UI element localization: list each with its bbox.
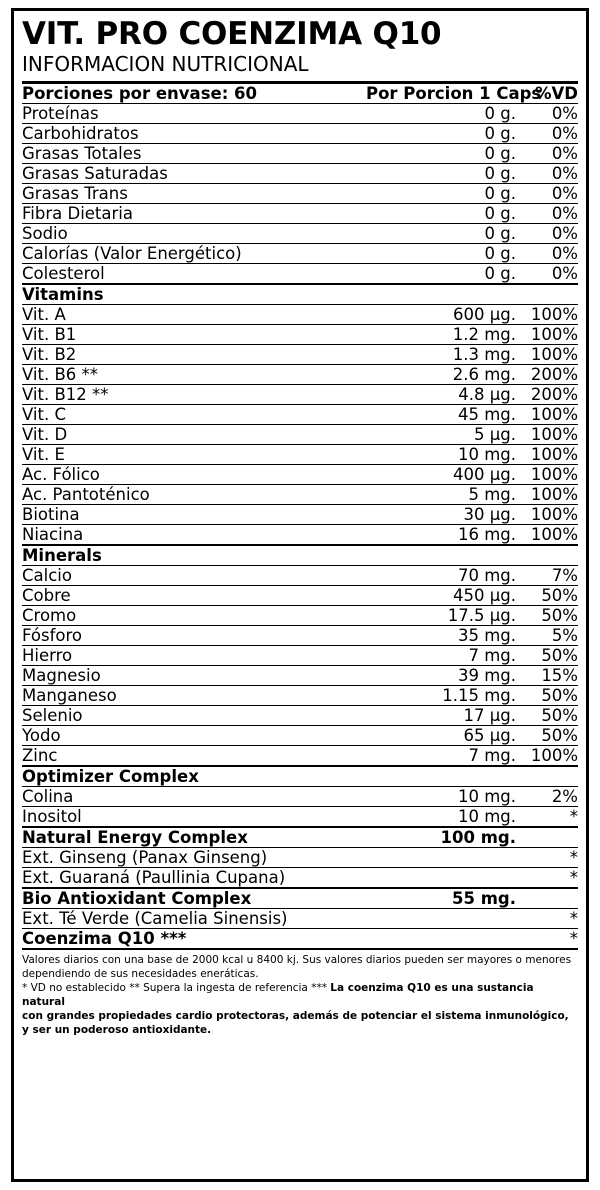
row-name: Ac. Fólico bbox=[22, 464, 366, 484]
row-amount bbox=[366, 908, 516, 928]
row-amount: 0 g. bbox=[366, 123, 516, 143]
row-name: Grasas Trans bbox=[22, 183, 366, 203]
row-amount: 10 mg. bbox=[366, 444, 516, 464]
row-name: Vit. A bbox=[22, 304, 366, 324]
row-name: Fósforo bbox=[22, 625, 366, 645]
row-amount bbox=[366, 928, 516, 949]
row-dv: 7% bbox=[516, 565, 578, 585]
row-amount: 30 µg. bbox=[366, 504, 516, 524]
table-row bbox=[22, 424, 578, 444]
servings-label: Porciones por envase: 60 bbox=[22, 84, 366, 104]
footnote-line-3 bbox=[22, 981, 578, 1009]
footnote-line-5: y ser un poderoso antioxidante. bbox=[22, 1024, 212, 1037]
row-name: Inositol bbox=[22, 806, 366, 827]
section-header-optimizer-complex bbox=[22, 766, 578, 787]
row-dv: 50% bbox=[516, 585, 578, 605]
section-dv bbox=[516, 827, 578, 848]
row-name: Vit. B1 bbox=[22, 324, 366, 344]
row-dv: 0% bbox=[516, 163, 578, 183]
table-row bbox=[22, 484, 578, 504]
footnote-line-4: con grandes propiedades cardio protectoras, además de potenciar el sistema inmunológico, bbox=[22, 1010, 569, 1023]
row-name: Manganeso bbox=[22, 685, 366, 705]
footnote-line-2: dependiendo de sus necesidades eneráticas. bbox=[22, 967, 259, 980]
table-row bbox=[22, 625, 578, 645]
table-row bbox=[22, 404, 578, 424]
row-name: Calcio bbox=[22, 565, 366, 585]
row-name: Cobre bbox=[22, 585, 366, 605]
row-name: Grasas Totales bbox=[22, 143, 366, 163]
row-name: Coenzima Q10 *** bbox=[22, 928, 366, 949]
row-dv: * bbox=[516, 847, 578, 867]
row-name: Vit. D bbox=[22, 424, 366, 444]
nutrition-table bbox=[22, 84, 578, 950]
row-dv: 15% bbox=[516, 665, 578, 685]
row-dv: 50% bbox=[516, 725, 578, 745]
row-name: Fibra Dietaria bbox=[22, 203, 366, 223]
table-row bbox=[22, 203, 578, 223]
table-row bbox=[22, 806, 578, 827]
row-amount: 17.5 µg. bbox=[366, 605, 516, 625]
row-name: Vit. C bbox=[22, 404, 366, 424]
table-header-row bbox=[22, 84, 578, 104]
row-dv: 50% bbox=[516, 685, 578, 705]
row-amount: 45 mg. bbox=[366, 404, 516, 424]
row-amount: 65 µg. bbox=[366, 725, 516, 745]
row-name: Colina bbox=[22, 786, 366, 806]
row-dv: * bbox=[516, 867, 578, 888]
table-row bbox=[22, 725, 578, 745]
row-name: Cromo bbox=[22, 605, 366, 625]
row-amount: 5 µg. bbox=[366, 424, 516, 444]
table-row-coenzima-q10 bbox=[22, 928, 578, 949]
row-amount: 10 mg. bbox=[366, 806, 516, 827]
row-dv: 200% bbox=[516, 384, 578, 404]
row-amount: 0 g. bbox=[366, 223, 516, 243]
section-header-bio-antioxidant-complex bbox=[22, 888, 578, 909]
table-row bbox=[22, 243, 578, 263]
row-amount: 1.3 mg. bbox=[366, 344, 516, 364]
table-row bbox=[22, 745, 578, 766]
section-title: Bio Antioxidant Complex bbox=[22, 888, 366, 909]
row-name: Yodo bbox=[22, 725, 366, 745]
table-row bbox=[22, 786, 578, 806]
table-row bbox=[22, 223, 578, 243]
label-subtitle: INFORMACION NUTRICIONAL bbox=[22, 51, 309, 76]
section-header-natural-energy-complex bbox=[22, 827, 578, 848]
label-content bbox=[22, 18, 578, 1038]
row-name: Hierro bbox=[22, 645, 366, 665]
row-name: Sodio bbox=[22, 223, 366, 243]
row-name: Biotina bbox=[22, 504, 366, 524]
row-name: Carbohidratos bbox=[22, 123, 366, 143]
section-title: Natural Energy Complex bbox=[22, 827, 366, 848]
row-dv: 50% bbox=[516, 705, 578, 725]
row-name: Vit. E bbox=[22, 444, 366, 464]
row-amount: 1.15 mg. bbox=[366, 685, 516, 705]
row-dv: 0% bbox=[516, 203, 578, 223]
table-row bbox=[22, 304, 578, 324]
section-header-vitamins bbox=[22, 284, 578, 305]
row-name: Colesterol bbox=[22, 263, 366, 284]
footnote-line-3-plain: * VD no establecido ** Supera la ingesta de referencia *** bbox=[22, 981, 331, 994]
row-amount: 7 mg. bbox=[366, 645, 516, 665]
row-amount: 400 µg. bbox=[366, 464, 516, 484]
table-row bbox=[22, 705, 578, 725]
section-amount: 100 mg. bbox=[366, 827, 516, 848]
row-dv: 100% bbox=[516, 484, 578, 504]
row-dv: 0% bbox=[516, 243, 578, 263]
table-row bbox=[22, 143, 578, 163]
row-dv: * bbox=[516, 806, 578, 827]
table-row bbox=[22, 123, 578, 143]
row-dv: 200% bbox=[516, 364, 578, 384]
row-dv: 100% bbox=[516, 524, 578, 545]
row-name: Vit. B6 ** bbox=[22, 364, 366, 384]
row-dv: 100% bbox=[516, 444, 578, 464]
footnotes bbox=[22, 950, 578, 1038]
table-row bbox=[22, 344, 578, 364]
section-title: Minerals bbox=[22, 545, 366, 566]
row-dv: 0% bbox=[516, 123, 578, 143]
nutrition-table-body bbox=[22, 84, 578, 949]
table-row bbox=[22, 263, 578, 284]
table-row bbox=[22, 464, 578, 484]
row-amount: 7 mg. bbox=[366, 745, 516, 766]
row-amount: 35 mg. bbox=[366, 625, 516, 645]
row-amount bbox=[366, 867, 516, 888]
row-amount: 16 mg. bbox=[366, 524, 516, 545]
row-amount: 0 g. bbox=[366, 143, 516, 163]
row-amount: 17 µg. bbox=[366, 705, 516, 725]
section-dv bbox=[516, 888, 578, 909]
footnote-line-1: Valores diarios con una base de 2000 kcal u 8400 kj. Sus valores diarios pueden ser mayores o menores bbox=[22, 953, 572, 966]
row-dv: 100% bbox=[516, 504, 578, 524]
row-amount: 0 g. bbox=[366, 263, 516, 284]
row-dv: 100% bbox=[516, 324, 578, 344]
table-row bbox=[22, 847, 578, 867]
row-dv: * bbox=[516, 928, 578, 949]
row-amount: 2.6 mg. bbox=[366, 364, 516, 384]
table-row bbox=[22, 867, 578, 888]
page-title: VIT. PRO COENZIMA Q10 bbox=[22, 16, 442, 52]
table-row bbox=[22, 183, 578, 203]
dv-label: %VD bbox=[516, 84, 578, 104]
row-amount: 70 mg. bbox=[366, 565, 516, 585]
row-name: Ext. Ginseng (Panax Ginseng) bbox=[22, 847, 366, 867]
row-name: Zinc bbox=[22, 745, 366, 766]
table-row bbox=[22, 324, 578, 344]
row-dv: 50% bbox=[516, 605, 578, 625]
table-row bbox=[22, 585, 578, 605]
row-dv: 0% bbox=[516, 143, 578, 163]
footnote-line-3-bold: La coenzima Q10 es una sustancia natural bbox=[22, 981, 534, 1009]
row-name: Ext. Té Verde (Camelia Sinensis) bbox=[22, 908, 366, 928]
row-dv: 100% bbox=[516, 344, 578, 364]
row-amount: 10 mg. bbox=[366, 786, 516, 806]
row-dv: 0% bbox=[516, 103, 578, 123]
row-amount: 0 g. bbox=[366, 103, 516, 123]
row-name: Calorías (Valor Energético) bbox=[22, 243, 366, 263]
row-name: Vit. B2 bbox=[22, 344, 366, 364]
table-row bbox=[22, 565, 578, 585]
row-amount: 600 µg. bbox=[366, 304, 516, 324]
row-dv: * bbox=[516, 908, 578, 928]
row-amount: 4.8 µg. bbox=[366, 384, 516, 404]
row-dv: 0% bbox=[516, 223, 578, 243]
row-amount: 450 µg. bbox=[366, 585, 516, 605]
row-dv: 100% bbox=[516, 464, 578, 484]
row-dv: 2% bbox=[516, 786, 578, 806]
table-row bbox=[22, 163, 578, 183]
per-serving-label: Por Porcion 1 Caps bbox=[366, 83, 542, 103]
table-row bbox=[22, 504, 578, 524]
row-amount: 0 g. bbox=[366, 183, 516, 203]
table-row bbox=[22, 364, 578, 384]
section-title: Vitamins bbox=[22, 284, 366, 305]
row-amount: 1.2 mg. bbox=[366, 324, 516, 344]
section-title: Optimizer Complex bbox=[22, 766, 366, 787]
row-dv: 100% bbox=[516, 304, 578, 324]
table-row bbox=[22, 384, 578, 404]
row-amount: 0 g. bbox=[366, 163, 516, 183]
row-dv: 0% bbox=[516, 263, 578, 284]
row-name: Magnesio bbox=[22, 665, 366, 685]
row-name: Grasas Saturadas bbox=[22, 163, 366, 183]
row-dv: 100% bbox=[516, 745, 578, 766]
table-row bbox=[22, 665, 578, 685]
row-name: Ext. Guaraná (Paullinia Cupana) bbox=[22, 867, 366, 888]
section-amount: 55 mg. bbox=[366, 888, 516, 909]
row-amount: 0 g. bbox=[366, 203, 516, 223]
row-dv: 0% bbox=[516, 183, 578, 203]
table-row bbox=[22, 645, 578, 665]
table-row bbox=[22, 685, 578, 705]
row-name: Selenio bbox=[22, 705, 366, 725]
row-name: Vit. B12 ** bbox=[22, 384, 366, 404]
table-row bbox=[22, 605, 578, 625]
row-amount bbox=[366, 847, 516, 867]
row-name: Ac. Pantoténico bbox=[22, 484, 366, 504]
table-row bbox=[22, 524, 578, 545]
row-amount: 5 mg. bbox=[366, 484, 516, 504]
row-amount: 0 g. bbox=[366, 243, 516, 263]
row-amount: 39 mg. bbox=[366, 665, 516, 685]
row-dv: 5% bbox=[516, 625, 578, 645]
row-name: Niacina bbox=[22, 524, 366, 545]
table-row bbox=[22, 444, 578, 464]
row-name: Proteínas bbox=[22, 103, 366, 123]
row-dv: 100% bbox=[516, 424, 578, 444]
row-dv: 50% bbox=[516, 645, 578, 665]
section-header-minerals bbox=[22, 545, 578, 566]
table-row bbox=[22, 908, 578, 928]
table-row bbox=[22, 103, 578, 123]
row-dv: 100% bbox=[516, 404, 578, 424]
